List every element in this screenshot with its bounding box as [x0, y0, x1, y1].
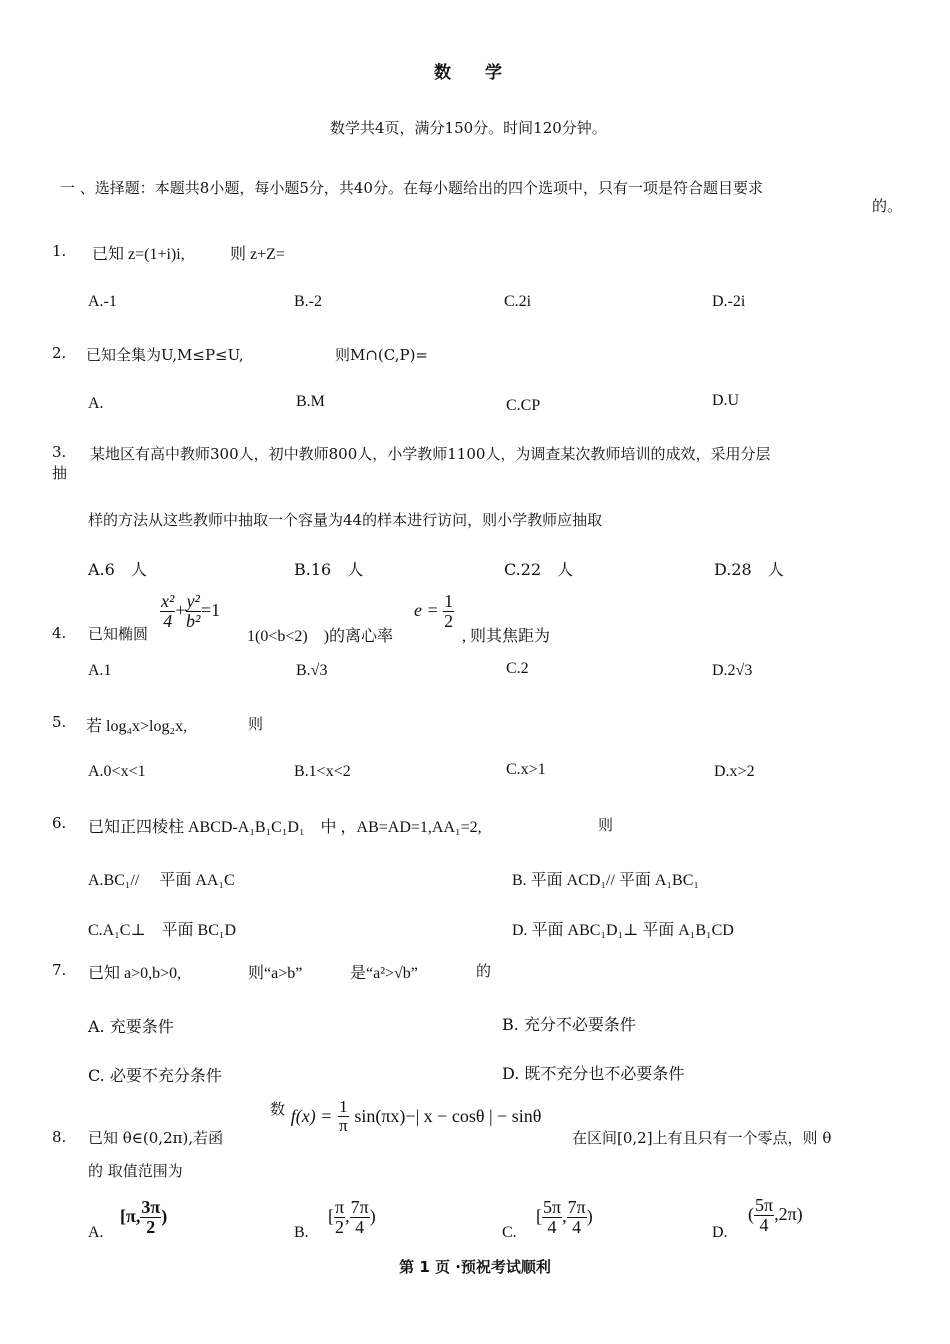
q4-stem: 已知椭圆 — [88, 625, 149, 643]
q4-option-d: D.2√3 — [712, 662, 753, 679]
q8-func-prefix: 数 — [270, 1100, 286, 1118]
q4-stem-mid: 1(0<b<2) )的离心率 — [247, 628, 394, 645]
q8-function — [270, 1098, 541, 1136]
q4-eq-y-den: b² — [186, 610, 201, 631]
q3-option-a: A.6 人 — [88, 560, 147, 579]
q5-option-d: D.x>2 — [714, 763, 755, 780]
q7-stem-c: 是“a²>√b” — [350, 965, 418, 982]
q3-option-d: D.28 人 — [714, 560, 784, 579]
q4-e-den: 2 — [444, 610, 454, 631]
q8-option-a-interval — [120, 1198, 167, 1238]
q4-e-num: 1 — [444, 591, 454, 611]
q8-option-c-interval: [ $\frac{5\pi}{4}$ , $\frac{7\pi}{4}$ ) — [536, 1197, 593, 1237]
q6-stem-tail: 则 — [598, 816, 614, 834]
q4-eq-x-den: 4 — [163, 610, 173, 631]
q8-c-num1: 5π — [543, 1197, 562, 1217]
q4-option-b: B.√3 — [296, 662, 328, 679]
q5-option-c: C.x>1 — [506, 761, 546, 778]
q2-stem-tail: 则M∩(C,P)= — [335, 346, 429, 364]
q4-number: 4. — [52, 624, 67, 642]
q5-option-b: B.1<x<2 — [294, 763, 351, 780]
q8-b-den2: 4 — [355, 1216, 365, 1237]
q8-stem-mid: 在区间[0,2]上有且只有一个零点，则 θ — [572, 1129, 832, 1147]
q8-c-num2: 7π — [567, 1197, 586, 1217]
q8-b-den1: 2 — [335, 1216, 345, 1237]
q8-d-den1: 4 — [759, 1214, 769, 1235]
q3-stem-wrap: 抽 — [52, 464, 68, 482]
q6-number: 6. — [52, 814, 67, 832]
q8-b-left: [ — [328, 1205, 334, 1226]
q3-option-b: B.16 人 — [294, 560, 364, 579]
q1-option-d: D.-2i — [712, 293, 746, 310]
page-footer: 第 1 页 ·预祝考试顺利 — [399, 1258, 551, 1276]
q8-c-den1: 4 — [547, 1216, 557, 1237]
q4-eq-plus: + — [175, 599, 186, 620]
q1-option-b: B.-2 — [294, 293, 322, 310]
q4-option-a: A.1 — [88, 662, 112, 679]
section-heading-cont: 的。 — [871, 197, 902, 215]
q8-d-left: ( — [748, 1203, 754, 1224]
q6-option-c: C.A₁C⊥ 平面 BC₁D — [88, 922, 237, 939]
q4-eccentricity — [414, 592, 454, 632]
q7-stem-d: 的 — [476, 962, 492, 980]
q7-option-b: B. 充分不必要条件 — [502, 1015, 636, 1034]
q3-option-c: C.22 人 — [504, 560, 574, 579]
q8-c-den2: 4 — [572, 1216, 582, 1237]
q1-stem-tail: 则 z+Z= — [230, 246, 285, 263]
q5-number: 5. — [52, 713, 67, 731]
q5-stem-tail: 则 — [248, 715, 264, 733]
q6-stem: 已知正四棱柱 ABCD-A₁B₁C₁D₁ 中 ，AB=AD=1,AA₁=2, — [88, 819, 482, 836]
q1-option-a: A.-1 — [88, 293, 117, 310]
q8-d-num1: 5π — [755, 1195, 774, 1215]
exam-info: 数学共4页，满分150分。时间120分钟。 — [330, 119, 607, 137]
q4-eq-equals: =1 — [200, 599, 221, 620]
q2-option-d: D.U — [712, 392, 740, 409]
q8-c-left: [ — [536, 1205, 542, 1226]
section-heading: 一 、选择题：本题共8小题，每小题5分，共40分。在每小题给出的四个选项中，只有一项是符合题目要求 — [60, 179, 763, 197]
q2-stem: 已知全集为U,M≤P≤U, — [86, 346, 244, 364]
q8-func-num: 1 — [339, 1097, 348, 1116]
q4-eq-y-num: y² — [186, 591, 200, 611]
q8-option-d-letter: D. — [712, 1224, 728, 1241]
q6-option-d: D. 平面 ABC₁D₁⊥ 平面 A₁B₁CD — [512, 922, 734, 939]
q2-option-c: C.CP — [506, 397, 541, 414]
q8-func-lhs: f(x) = — [290, 1105, 333, 1126]
q8-c-right: ) — [586, 1205, 593, 1226]
q6-option-a: A.BC₁// 平面 AA₁C — [88, 872, 235, 889]
q7-stem-b: 则“a>b” — [248, 965, 303, 982]
q8-option-a-letter: A. — [88, 1224, 104, 1241]
q4-stem-tail: , 则其焦距为 — [462, 628, 551, 645]
page-title: 数 学 — [434, 63, 516, 83]
q3-stem-cont: 样的方法从这些教师中抽取一个容量为44的样本进行访问，则小学教师应抽取 — [88, 511, 603, 529]
q4-ellipse-equation — [160, 592, 220, 632]
q8-option-b-interval: [ $\frac{\pi}{2}$ , $\frac{7\pi}{4}$ ) — [328, 1197, 376, 1237]
q7-option-d: D. 既不充分也不必要条件 — [502, 1064, 685, 1083]
q2-number: 2. — [52, 344, 67, 362]
q1-number: 1. — [52, 242, 67, 260]
q8-option-b-letter: B. — [294, 1224, 309, 1241]
q5-stem: 若 log₄x>log₂x, — [86, 718, 188, 735]
q4-e-label: e = — [414, 599, 439, 620]
q7-option-a: A. 充要条件 — [88, 1017, 174, 1036]
q8-func-den: π — [339, 1115, 348, 1135]
q3-number: 3. — [52, 443, 67, 461]
q8-option-c-letter: C. — [502, 1224, 517, 1241]
q6-option-b: B. 平面 ACD₁// 平面 A₁BC₁ — [512, 872, 699, 889]
q7-option-c: C. 必要不充分条件 — [88, 1066, 222, 1085]
q7-number: 7. — [52, 961, 67, 979]
q1-stem: 已知 z=(1+i)i, — [92, 246, 185, 263]
q8-func-rhs: sin(πx)−| x − cosθ | − sinθ — [354, 1105, 542, 1126]
q2-option-b: B.M — [296, 393, 325, 410]
q3-stem: 某地区有高中教师300人，初中教师800人，小学教师1100人，为调查某次教师培训的成效，采用分层 — [90, 445, 771, 463]
q5-option-a: A.0<x<1 — [88, 763, 146, 780]
q7-stem: 已知 a>0,b>0, — [88, 965, 182, 982]
q4-option-c: C.2 — [506, 660, 529, 677]
q8-option-d-interval — [748, 1196, 803, 1236]
q8-stem-tail: 的 取值范围为 — [88, 1162, 183, 1180]
q8-b-num2: 7π — [350, 1197, 369, 1217]
q8-a-left: [π, — [120, 1205, 141, 1226]
q8-stem: 已知 θ∈(0,2π),若函 — [88, 1129, 224, 1147]
q2-option-a: A. — [88, 395, 104, 412]
q8-b-num1: π — [335, 1197, 345, 1217]
q8-number: 8. — [52, 1128, 67, 1146]
q1-option-c: C.2i — [504, 293, 532, 310]
q8-d-tail: ,2π) — [774, 1203, 803, 1224]
q4-eq-x-num: x² — [161, 591, 175, 611]
q8-a-num: 3π — [141, 1197, 161, 1217]
q8-b-right: ) — [369, 1205, 376, 1226]
q8-a-right: ) — [161, 1205, 168, 1226]
q8-a-den: 2 — [146, 1216, 156, 1237]
